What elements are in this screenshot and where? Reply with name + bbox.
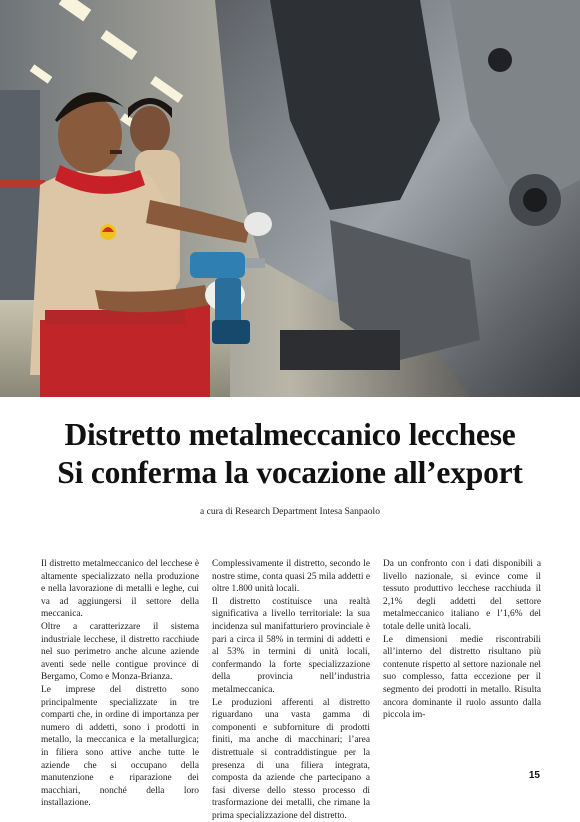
article-photo: [0, 0, 580, 397]
factory-workers-photo: [0, 0, 580, 397]
article-title-line-2: Si conferma la vocazione all’export: [57, 455, 523, 490]
paragraph: Il distretto costituisce una realtà significativa a livello territoriale: la sua incidenza sul manifatturiero provinciale è pari a circa il 58% in termini di addetti e al 53% in termini di unità locali, confermando la forte specializzazione della provincia nell’industria metalmeccanica.: [212, 596, 370, 695]
page-number: 15: [528, 770, 540, 781]
paragraph: Oltre a caratterizzare il sistema industriale lecchese, il distretto racchiude nel suo perimetro anche alcune aziende aventi sede nelle contigue province di Bergamo, Como e Monza-Brianza.: [41, 621, 199, 683]
paragraph: Da un confronto con i dati disponibili a livello nazionale, si evince come il tessuto produttivo lecchese racchiuda il 2,1% degli addetti del settore metalmeccanico italiano e l’1,6% del totale delle unità locali.: [383, 559, 541, 632]
column-1: [41, 558, 199, 822]
paragraph: Complessivamente il distretto, secondo le nostre stime, conta quasi 25 mila addetti e oltre 1.800 unità locali.: [212, 559, 370, 595]
byline: a cura di Research Department Intesa Sanpaolo: [200, 507, 380, 517]
paragraph: Le imprese del distretto sono principalmente specializzate in tre comparti che, in ordine di importanza per numero di addetti, sono i prodotti in metallo, la meccanica e la metallurgica; in filiera sono attive anche tutte le aziende che si occupano della manutenzione e riparazione dei macchiari, nonché della loro installazione.: [41, 684, 199, 809]
article-body: [41, 558, 541, 822]
paragraph: Le dimensioni medie riscontrabili all’interno del distretto risultano più contenute rispetto al settore nazionale nel suo complesso, fatta eccezione per il segmento dei prodotti in metallo. Risulta ancora dominante il ruolo assunto dalla piccola im-: [383, 634, 541, 721]
column-3: [383, 558, 541, 822]
article-title: [0, 416, 580, 492]
paragraph: Il distretto metalmeccanico del lecchese è altamente specializzato nella produzione e nella lavorazione di metalli e leghe, cui va ad aggiungersi il settore della meccanica.: [41, 559, 199, 620]
paragraph: Le produzioni afferenti al distretto riguardano una vasta gamma di componenti e subforniture di prodotti finiti, ma anche di macchinari; l’area distrettuale si contraddistingue per la presenza di una filiera integrata, composta da aziende che partecipano a fasi diverse dello stesso processo di trasformazione dei metalli, che rimane la prima specializzazione del distretto.: [212, 697, 370, 821]
column-2: [212, 558, 370, 822]
article-title-line-1: Distretto metalmeccanico lecchese: [64, 417, 516, 452]
